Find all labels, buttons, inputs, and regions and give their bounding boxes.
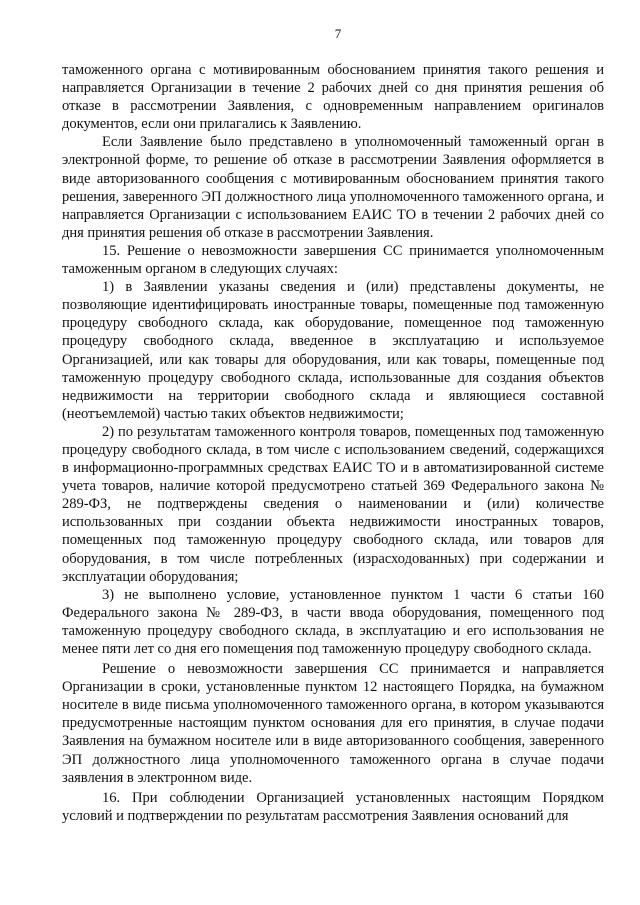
paragraph-4-subitem-1: 1) в Заявлении указаны сведения и (или) представлены документы, не позволяющие идентифицировать иностранные товары, помещенные под таможенную процедуру свободного склада, как оборудование, помещенное под таможенную процедуру свободного склада, введенное в эксплуатацию и используемое Организацией, или как товары для оборудования, или как товары, помещенные под таможенную процедуру свободного склада, использованные для создания объектов недвижимости на территории свободного склада и являющиеся составной (неотъемлемой) частью таких объектов недвижимости; [62, 279, 604, 422]
page-number: 7 [334, 26, 342, 41]
paragraph-5-subitem-2: 2) по результатам таможенного контроля товаров, помещенных под таможенную процедуру свободного склада, в том числе с использованием сведений, содержащихся в информационно-программных средствах ЕАИС ТО и в автоматизированной системе учета товаров, наличие которой предусмотрено статьей 369 Федерального закона № 289-ФЗ, не подтверждены сведения о наименовании и (или) количестве использованных при создании объекта недвижимости иностранных товаров, помещенных под таможенную процедуру свободного склада, или товаров для оборудования, в том числе потребленных (израсходованных) при содержании и эксплуатации оборудования; [62, 423, 604, 585]
paragraph-7: Решение о невозможности завершения СС принимается и направляется Организации в сроки, установленные пунктом 12 настоящего Порядка, на бумажном носителе в виде письма уполномоченного таможенного органа, в котором указываются предусмотренные настоящим пунктом основания для его принятия, в случае подачи Заявления на бумажном носителе или в виде авторизованного сообщения, заверенного ЭП должностного лица уполномоченного таможенного органа в случае подачи заявления в электронном виде. [62, 661, 604, 786]
document-body [62, 61, 604, 825]
paragraph-6-subitem-3: 3) не выполнено условие, установленное пунктом 1 части 6 статьи 160 Федерального закона № 289-ФЗ, в части ввода оборудования, помещенного под таможенную процедуру свободного склада, в эксплуатацию и его использования не менее пяти лет со дня его помещения под таможенную процедуру свободного склада. [62, 586, 604, 657]
paragraph-8-item-16: 16. При соблюдении Организацией установленных настоящим Порядком условий и подтверждении по результатам рассмотрения Заявления оснований для [62, 789, 604, 824]
paragraph-1: таможенного органа с мотивированным обоснованием принятия такого решения и направляется Организации в течение 2 рабочих дней со дня принятия решения об отказе в рассмотрении Заявления, с одновременным направлением оригиналов документов, если они прилагались к Заявлению. [62, 62, 604, 133]
paragraph-3-item-15: 15. Решение о невозможности завершения СС принимается уполномоченным таможенным органом в следующих случаях: [62, 242, 604, 278]
paragraph-2: Если Заявление было представлено в уполномоченный таможенный орган в электронной форме, то решение об отказе в рассмотрении Заявления оформляется в виде авторизованного сообщения с мотивированным обоснованием принятия такого решения, заверенного ЭП должностного лица уполномоченного таможенного органа, и направляется Организации с использованием ЕАИС ТО в течении 2 рабочих дней со дня принятия решения об отказе в рассмотрении Заявления. [62, 134, 604, 241]
